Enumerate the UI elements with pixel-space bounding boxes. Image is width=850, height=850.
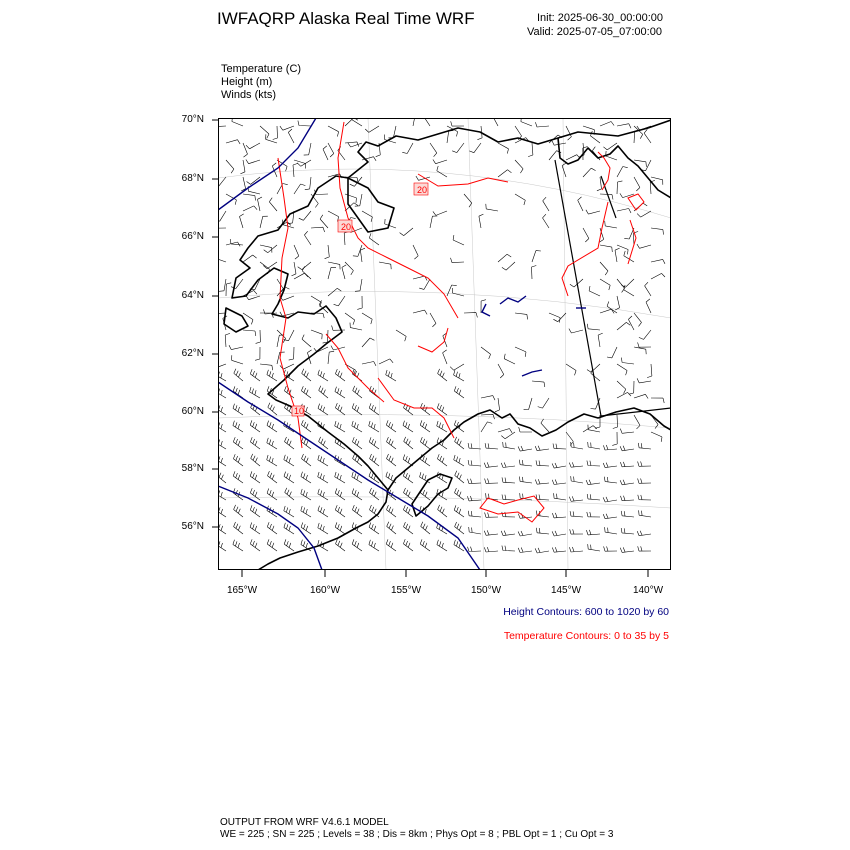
map-title: IWFAQRP Alaska Real Time WRF	[217, 9, 475, 28]
lat-label-64: 64°N	[181, 290, 204, 301]
legend-temperature-contours: Temperature Contours: 0 to 35 by 5	[503, 630, 669, 642]
lon-label-160: 160°W	[309, 585, 341, 596]
lat-label-66: 66°N	[181, 231, 204, 242]
valid-time: Valid: 2025-07-05_07:00:00	[527, 26, 662, 38]
lat-label-56: 56°N	[181, 521, 204, 532]
contour-label-temp-10: 10	[294, 406, 305, 416]
contour-label-temp-20-a: 20	[417, 185, 428, 195]
lat-label-62: 62°N	[181, 348, 204, 359]
init-time: Init: 2025-06-30_00:00:00	[537, 12, 663, 24]
lon-label-150: 150°W	[470, 585, 502, 596]
lon-label-155: 155°W	[390, 585, 422, 596]
variable-height: Height (m)	[221, 76, 273, 88]
footer-settings: WE = 225 ; SN = 225 ; Levels = 38 ; Dis = 8km ; Phys Opt = 8 ; PBL Opt = 1 ; Cu Opt = 3	[220, 829, 614, 840]
lat-label-58: 58°N	[181, 463, 204, 474]
lat-label-60: 60°N	[181, 406, 204, 417]
lat-label-68: 68°N	[181, 173, 204, 184]
lon-label-140: 140°W	[632, 585, 664, 596]
lat-label-70: 70°N	[181, 114, 204, 125]
axis-ticks	[205, 115, 685, 585]
variable-winds: Winds (kts)	[221, 89, 276, 101]
variable-temperature: Temperature (C)	[221, 63, 302, 75]
lon-label-165: 165°W	[226, 585, 258, 596]
footer-model: OUTPUT FROM WRF V4.6.1 MODEL	[220, 817, 389, 828]
legend-height-contours: Height Contours: 600 to 1020 by 60	[503, 606, 669, 618]
lon-label-145: 145°W	[550, 585, 582, 596]
contour-label-temp-20-b: 20	[341, 222, 352, 232]
